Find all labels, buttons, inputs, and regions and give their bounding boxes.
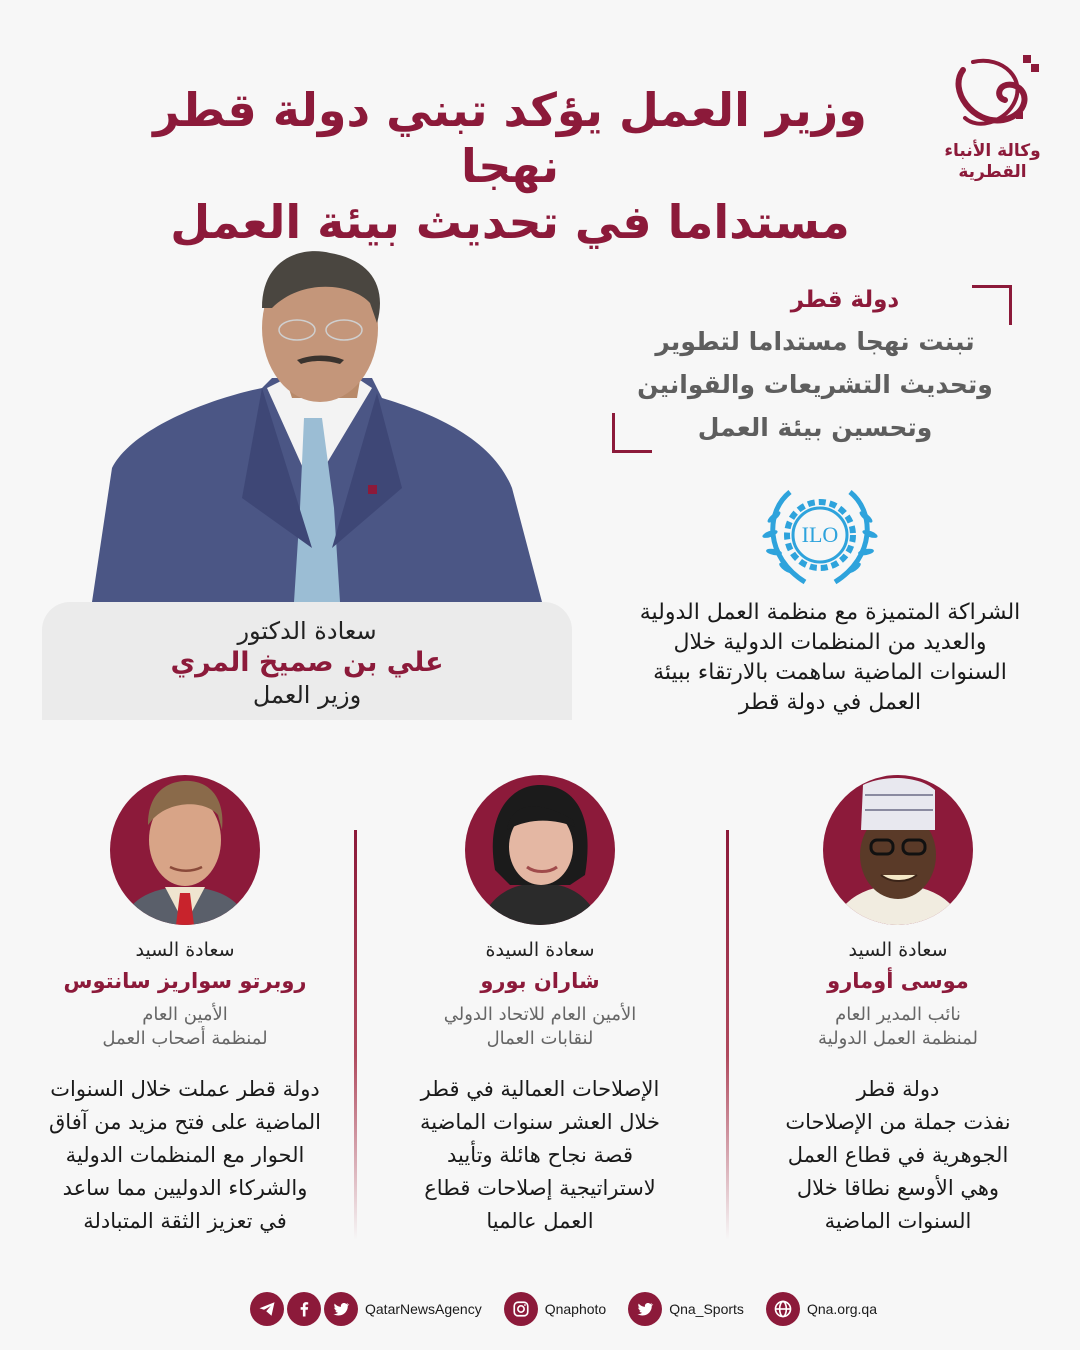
- quote-line: الحوار مع المنظمات الدولية: [65, 1143, 305, 1167]
- person-honorific: سعادة السيد: [135, 939, 235, 961]
- avatar: [823, 775, 973, 925]
- headline-line2: مستداما في تحديث بيئة العمل: [170, 195, 850, 249]
- person-quote: [733, 1073, 1063, 1238]
- quote-line: وتحديث التشريعات والقوانين: [637, 370, 993, 399]
- telegram-icon[interactable]: [250, 1292, 284, 1326]
- logo-text-line1: وكالة الأنباء: [944, 141, 1041, 161]
- quote-line: تبنت نهجا مستداما لتطوير: [655, 327, 975, 356]
- quote-line: وهي الأوسع نطاقا خلال: [796, 1176, 1000, 1200]
- quote-line: دولة قطر: [856, 1077, 940, 1101]
- instagram-icon[interactable]: [504, 1292, 538, 1326]
- person-card-burrow: [375, 775, 705, 1238]
- person-role: [20, 1003, 350, 1051]
- logo-text-line2: القطرية: [958, 162, 1027, 182]
- quote-line: والشركاء الدوليين مما ساعد: [62, 1176, 308, 1200]
- quote-line: قصة نجاح هائلة وتأييد: [446, 1143, 633, 1167]
- person-role: [375, 1003, 705, 1051]
- twitter-icon[interactable]: [324, 1292, 358, 1326]
- ilo-line: السنوات الماضية ساهمت بالارتقاء ببيئة: [653, 660, 1007, 685]
- person-name: روبرتو سواريز سانتوس: [63, 969, 307, 993]
- quote-line: في تعزيز الثقة المتبادلة: [83, 1209, 287, 1233]
- quote-line: نفذت جملة من الإصلاحات: [785, 1110, 1011, 1134]
- role-line: لنقابات العمال: [486, 1028, 594, 1049]
- svg-text:ILO: ILO: [801, 522, 839, 547]
- quote-title: دولة قطر: [790, 287, 900, 313]
- column-divider: [726, 830, 729, 1240]
- qna-logo: [935, 50, 1050, 185]
- social-group-qnaphoto[interactable]: [504, 1292, 625, 1326]
- quote-block: [620, 284, 1010, 449]
- person-card-suarez-santos: [20, 775, 350, 1238]
- social-group-qna-sports[interactable]: [628, 1292, 762, 1326]
- quote-line: دولة قطر عملت خلال السنوات: [50, 1077, 320, 1101]
- social-label[interactable]: Qna_Sports: [669, 1301, 744, 1317]
- quote-line: السنوات الماضية: [824, 1209, 972, 1233]
- globe-icon[interactable]: [766, 1292, 800, 1326]
- social-group-website[interactable]: [766, 1292, 895, 1326]
- role-line: الأمين العام للاتحاد الدولي: [443, 1004, 637, 1025]
- role-line: الأمين العام: [142, 1004, 228, 1025]
- headline-line1: وزير العمل يؤكد تبني دولة قطر نهجا: [153, 83, 867, 193]
- avatar: [110, 775, 260, 925]
- minister-title: وزير العمل: [252, 681, 362, 709]
- social-group-qatarnewsagency[interactable]: [250, 1292, 500, 1326]
- qna-emblem-icon: [943, 50, 1043, 140]
- minister-photo: [72, 248, 557, 602]
- avatar: [465, 775, 615, 925]
- person-quote: [375, 1073, 705, 1238]
- facebook-icon[interactable]: [287, 1292, 321, 1326]
- ilo-logo: [760, 482, 880, 592]
- quote-body: [620, 320, 1010, 449]
- social-label[interactable]: Qna.org.qa: [806, 1301, 877, 1317]
- person-quote: [20, 1073, 350, 1238]
- quote-line: وتحسين بيئة العمل: [697, 413, 933, 442]
- ilo-line: الشراكة المتميزة مع منظمة العمل الدولية: [639, 600, 1021, 625]
- minister-caption: [42, 602, 572, 720]
- quote-line: الماضية على فتح مزيد من آفاق: [49, 1110, 321, 1134]
- person-card-oumarou: [733, 775, 1063, 1238]
- person-role: [733, 1003, 1063, 1051]
- twitter-icon[interactable]: [628, 1292, 662, 1326]
- quote-line: خلال العشر سنوات الماضية: [419, 1110, 661, 1134]
- social-footer: [250, 1291, 895, 1327]
- quote-line: الجوهرية في قطاع العمل: [787, 1143, 1009, 1167]
- ilo-line: والعديد من المنظمات الدولية خلال: [673, 630, 987, 655]
- quote-line: لاستراتيجية إصلاحات قطاع: [424, 1176, 656, 1200]
- minister-honorific: سعادة الدكتور: [237, 617, 377, 645]
- headline: [120, 82, 900, 250]
- person-name: موسى أومارو: [827, 969, 969, 993]
- role-line: لمنظمة أصحاب العمل: [102, 1028, 268, 1049]
- quote-line: الإصلاحات العمالية في قطر: [420, 1077, 660, 1101]
- social-label[interactable]: QatarNewsAgency: [365, 1301, 482, 1317]
- role-line: لمنظمة العمل الدولية: [818, 1028, 978, 1049]
- person-honorific: سعادة السيد: [848, 939, 948, 961]
- person-name: شاران بورو: [480, 969, 600, 993]
- ilo-partnership-text: [600, 598, 1060, 718]
- ilo-line: العمل في دولة قطر: [738, 690, 922, 715]
- person-honorific: سعادة السيدة: [485, 939, 595, 961]
- role-line: نائب المدير العام: [835, 1004, 961, 1025]
- social-label[interactable]: Qnaphoto: [544, 1301, 607, 1317]
- column-divider: [354, 830, 357, 1240]
- minister-name: علي بن صميخ المري: [170, 647, 444, 678]
- quote-line: العمل عالميا: [486, 1209, 594, 1233]
